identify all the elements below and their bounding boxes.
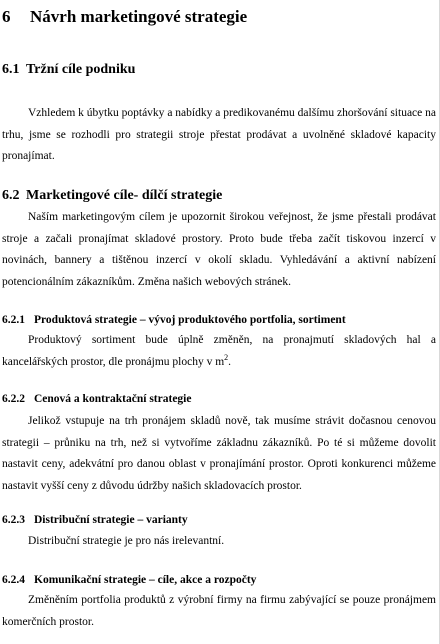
heading-number: 6.2.4 <box>2 574 25 586</box>
heading-number: 6.2 <box>2 188 20 203</box>
heading-section-6-2-4 <box>2 574 256 586</box>
heading-title: Cenová a kontraktační strategie <box>34 393 192 405</box>
heading-title: Návrh marketingové strategie <box>30 7 248 26</box>
heading-title: Produktová strategie – vývoj produktového portfolia, sortiment <box>34 314 346 326</box>
paragraph-6-2-4: Změněním portfolia produktů z výrobní firmy na firmu zabývající se pouze pronájmem komerčních prostor. <box>2 594 436 628</box>
heading-section-6-2 <box>2 188 222 204</box>
paragraph-6-2-3: Distribuční strategie je pro nás irelevantní. <box>28 535 225 547</box>
paragraph-6-2: Naším marketingovým cílem je upozornit širokou veřejnost, že jsme přestali prodávat stroje a začali pronajímat skladové prostory. Proto bude třeba začít tiskovou inzercí v novinách, bannery a tištěnou inzercí v okolí skladu. Vyhledávání a aktivní nabízení potencionálním zákazníkům. Změna našich webových stránek. <box>2 211 436 288</box>
paragraph-text-end: . <box>228 355 232 368</box>
heading-title: Marketingové cíle- dílčí strategie <box>26 188 223 203</box>
paragraph-6-2-2: Jelikož vstupuje na trh pronájem skladů nově, tak musíme strávit dočasnou cenovou strategii – průniku na trh, než si vytvoříme základnu zákazníků. Po té si můžeme dovolit nastavit ceny, adekvátní pro danou oblast v pronajímání prostor. Oproti konkurenci můžeme nastavit vyšší ceny z důvodu údržby našich skladovacích prostor. <box>2 415 436 492</box>
heading-section-6-2-3 <box>2 514 188 526</box>
paragraph-6-2-1 <box>2 330 436 373</box>
heading-title: Komunikační strategie – cíle, akce a rozpočty <box>34 574 257 586</box>
heading-title: Tržní cíle podniku <box>26 62 136 77</box>
heading-number: 6 <box>2 7 11 26</box>
heading-number: 6.2.2 <box>2 393 25 405</box>
heading-section-6-2-2 <box>2 393 191 405</box>
heading-title: Distribuční strategie – varianty <box>34 514 188 526</box>
heading-number: 6.2.3 <box>2 514 25 526</box>
paragraph-6-1: Vzhledem k úbytku poptávky a nabídky a predikovanému dalšímu zhoršování situace na trhu, jsme se rozhodli pro strategii stroje přestat prodávat a uvolněné skladové kapacity pronajímat. <box>2 107 436 162</box>
heading-number: 6.2.1 <box>2 314 25 326</box>
heading-section-6 <box>2 7 247 27</box>
heading-section-6-2-1 <box>2 314 346 326</box>
paragraph-text: Produktový sortiment bude úplně změněn, na pronajmutí skladových hal a kancelářských prostor, dle pronájmu plochy v m <box>2 334 436 368</box>
heading-number: 6.1 <box>2 62 20 77</box>
superscript: 2 <box>224 352 229 362</box>
heading-section-6-1 <box>2 62 135 78</box>
